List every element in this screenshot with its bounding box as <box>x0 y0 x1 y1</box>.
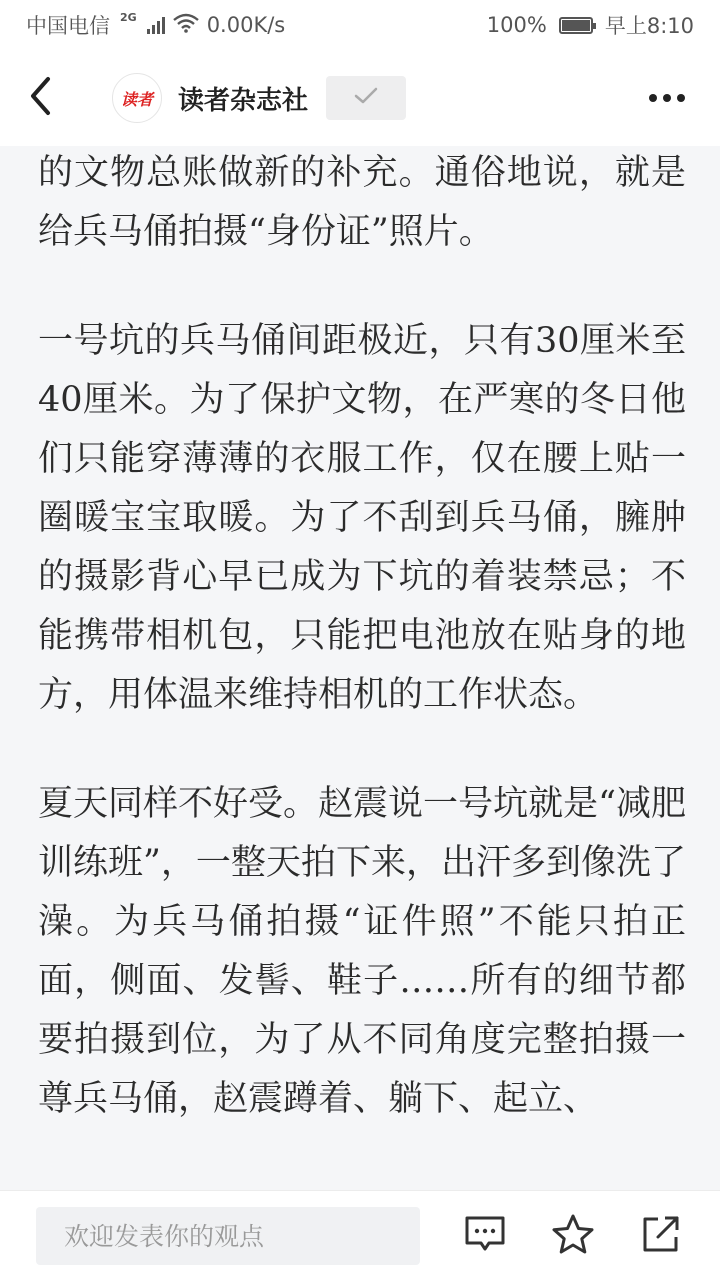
comment-icon <box>464 1214 506 1258</box>
status-left <box>26 10 285 40</box>
comment-input[interactable] <box>36 1207 420 1265</box>
article-body[interactable] <box>0 146 720 1190</box>
share-button[interactable] <box>638 1213 684 1259</box>
status-bar <box>0 0 720 50</box>
more-button[interactable] <box>642 68 692 128</box>
follow-button[interactable] <box>326 76 406 120</box>
share-icon <box>641 1214 681 1258</box>
star-icon <box>551 1213 595 1259</box>
paragraph: 夏天同样不好受。赵震说一号坑就是“减肥训练班”，一整天拍下来，出汗多到像洗了澡。为兵马俑拍摄“证件照”不能只拍正面，侧面、发髻、鞋子……所有的细节都要拍摄到位，为了从不同角度完整拍摄一尊兵马俑，赵震蹲着、躺下、起立、 <box>38 784 686 1119</box>
battery-icon <box>559 17 593 34</box>
comment-button[interactable] <box>462 1213 508 1259</box>
status-right <box>487 10 694 40</box>
more-horizontal-icon <box>649 94 685 102</box>
signal-icon <box>147 16 165 34</box>
paragraph: 一号坑的兵马俑间距极近，只有30厘米至40厘米。为了保护文物，在严寒的冬日他们只能穿薄薄的衣服工作，仅在腰上贴一圈暖宝宝取暖。为了不刮到兵马俑，臃肿的摄影背心早已成为下坑的着装禁忌；不能携带相机包，只能把电池放在贴身的地方，用体温来维持相机的工作状态。 <box>38 321 686 715</box>
network-speed: 0.00K/s <box>206 13 286 37</box>
publisher-logo[interactable] <box>112 73 162 123</box>
chevron-left-icon <box>28 76 52 120</box>
paragraph: 的文物总账做新的补充。通俗地说，就是给兵马俑拍摄“身份证”照片。 <box>38 153 686 252</box>
wifi-icon <box>173 13 199 38</box>
battery-percent: 100% <box>486 13 547 37</box>
carrier-name: 中国电信 <box>26 14 110 38</box>
article-header <box>0 50 720 146</box>
check-icon <box>353 86 379 110</box>
clock: 早上8:10 <box>604 14 694 38</box>
back-button[interactable] <box>28 50 92 146</box>
bottom-action-bar <box>0 1190 720 1280</box>
favorite-button[interactable] <box>550 1213 596 1259</box>
publisher-name[interactable]: 读者杂志社 <box>178 85 309 116</box>
network-type: 2G <box>120 10 137 24</box>
article-content <box>38 146 686 1179</box>
logo-text: 读者 <box>120 89 153 109</box>
